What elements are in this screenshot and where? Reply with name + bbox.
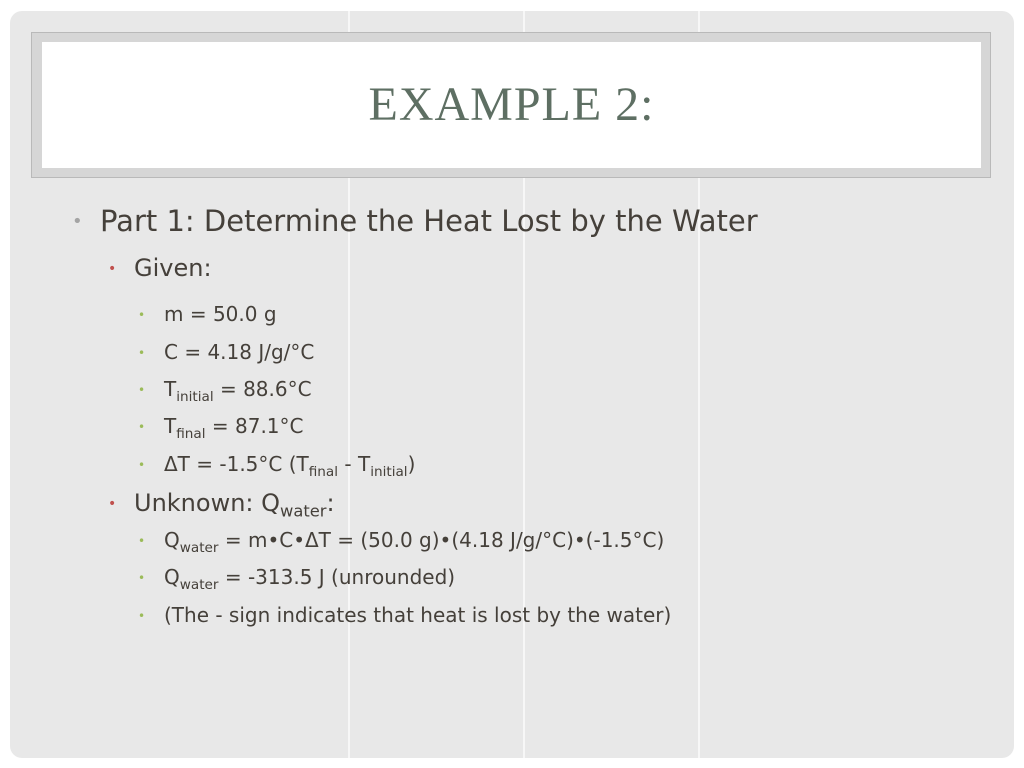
bullet-dot: • bbox=[138, 609, 146, 623]
t-initial-text: $T_{initial} = 88.6^\circ C$ bbox=[164, 377, 312, 405]
unknown-text: Unknown: $Q_{water}$: bbox=[134, 489, 335, 521]
bullet-dot: • bbox=[138, 308, 146, 322]
sign-note-text: (The - sign indicates that heat is lost by the water) bbox=[164, 603, 672, 627]
bullet-dot: • bbox=[138, 458, 146, 472]
given-text: Given: bbox=[134, 254, 212, 282]
bullet-dot: • bbox=[108, 496, 117, 512]
bullet-dot: • bbox=[138, 571, 146, 585]
bullet-dot: • bbox=[138, 420, 146, 434]
slide-body bbox=[10, 11, 1014, 758]
t-final-text: $T_{final} = 87.1^\circ C$ bbox=[164, 414, 304, 442]
bullet-dot: • bbox=[108, 261, 117, 277]
mass-text: m = 50.0 g bbox=[164, 302, 277, 326]
bullet-dot: • bbox=[138, 346, 146, 360]
part1-text: Part 1: Determine the Heat Lost by the Water bbox=[100, 204, 758, 238]
bullet-dot: • bbox=[138, 383, 146, 397]
q-value-text: $Q_{water} = -313.5$ J (unrounded) bbox=[164, 565, 456, 593]
slide bbox=[10, 11, 1014, 758]
specific-heat-text: C = 4.18 J/g/°C bbox=[164, 340, 315, 364]
bullet-dot: • bbox=[138, 534, 146, 548]
slide-title: EXAMPLE 2: bbox=[368, 78, 655, 131]
bullet-dot: • bbox=[72, 211, 83, 232]
delta-t-text: ΔT = -1.5°C $(T_{final} - T_{initial})$ bbox=[164, 452, 416, 480]
q-formula-text: $Q_{water}$ = m•C•ΔT = (50.0 g)•(4.18 J/g/°C)•(-1.5°C) bbox=[164, 528, 665, 556]
